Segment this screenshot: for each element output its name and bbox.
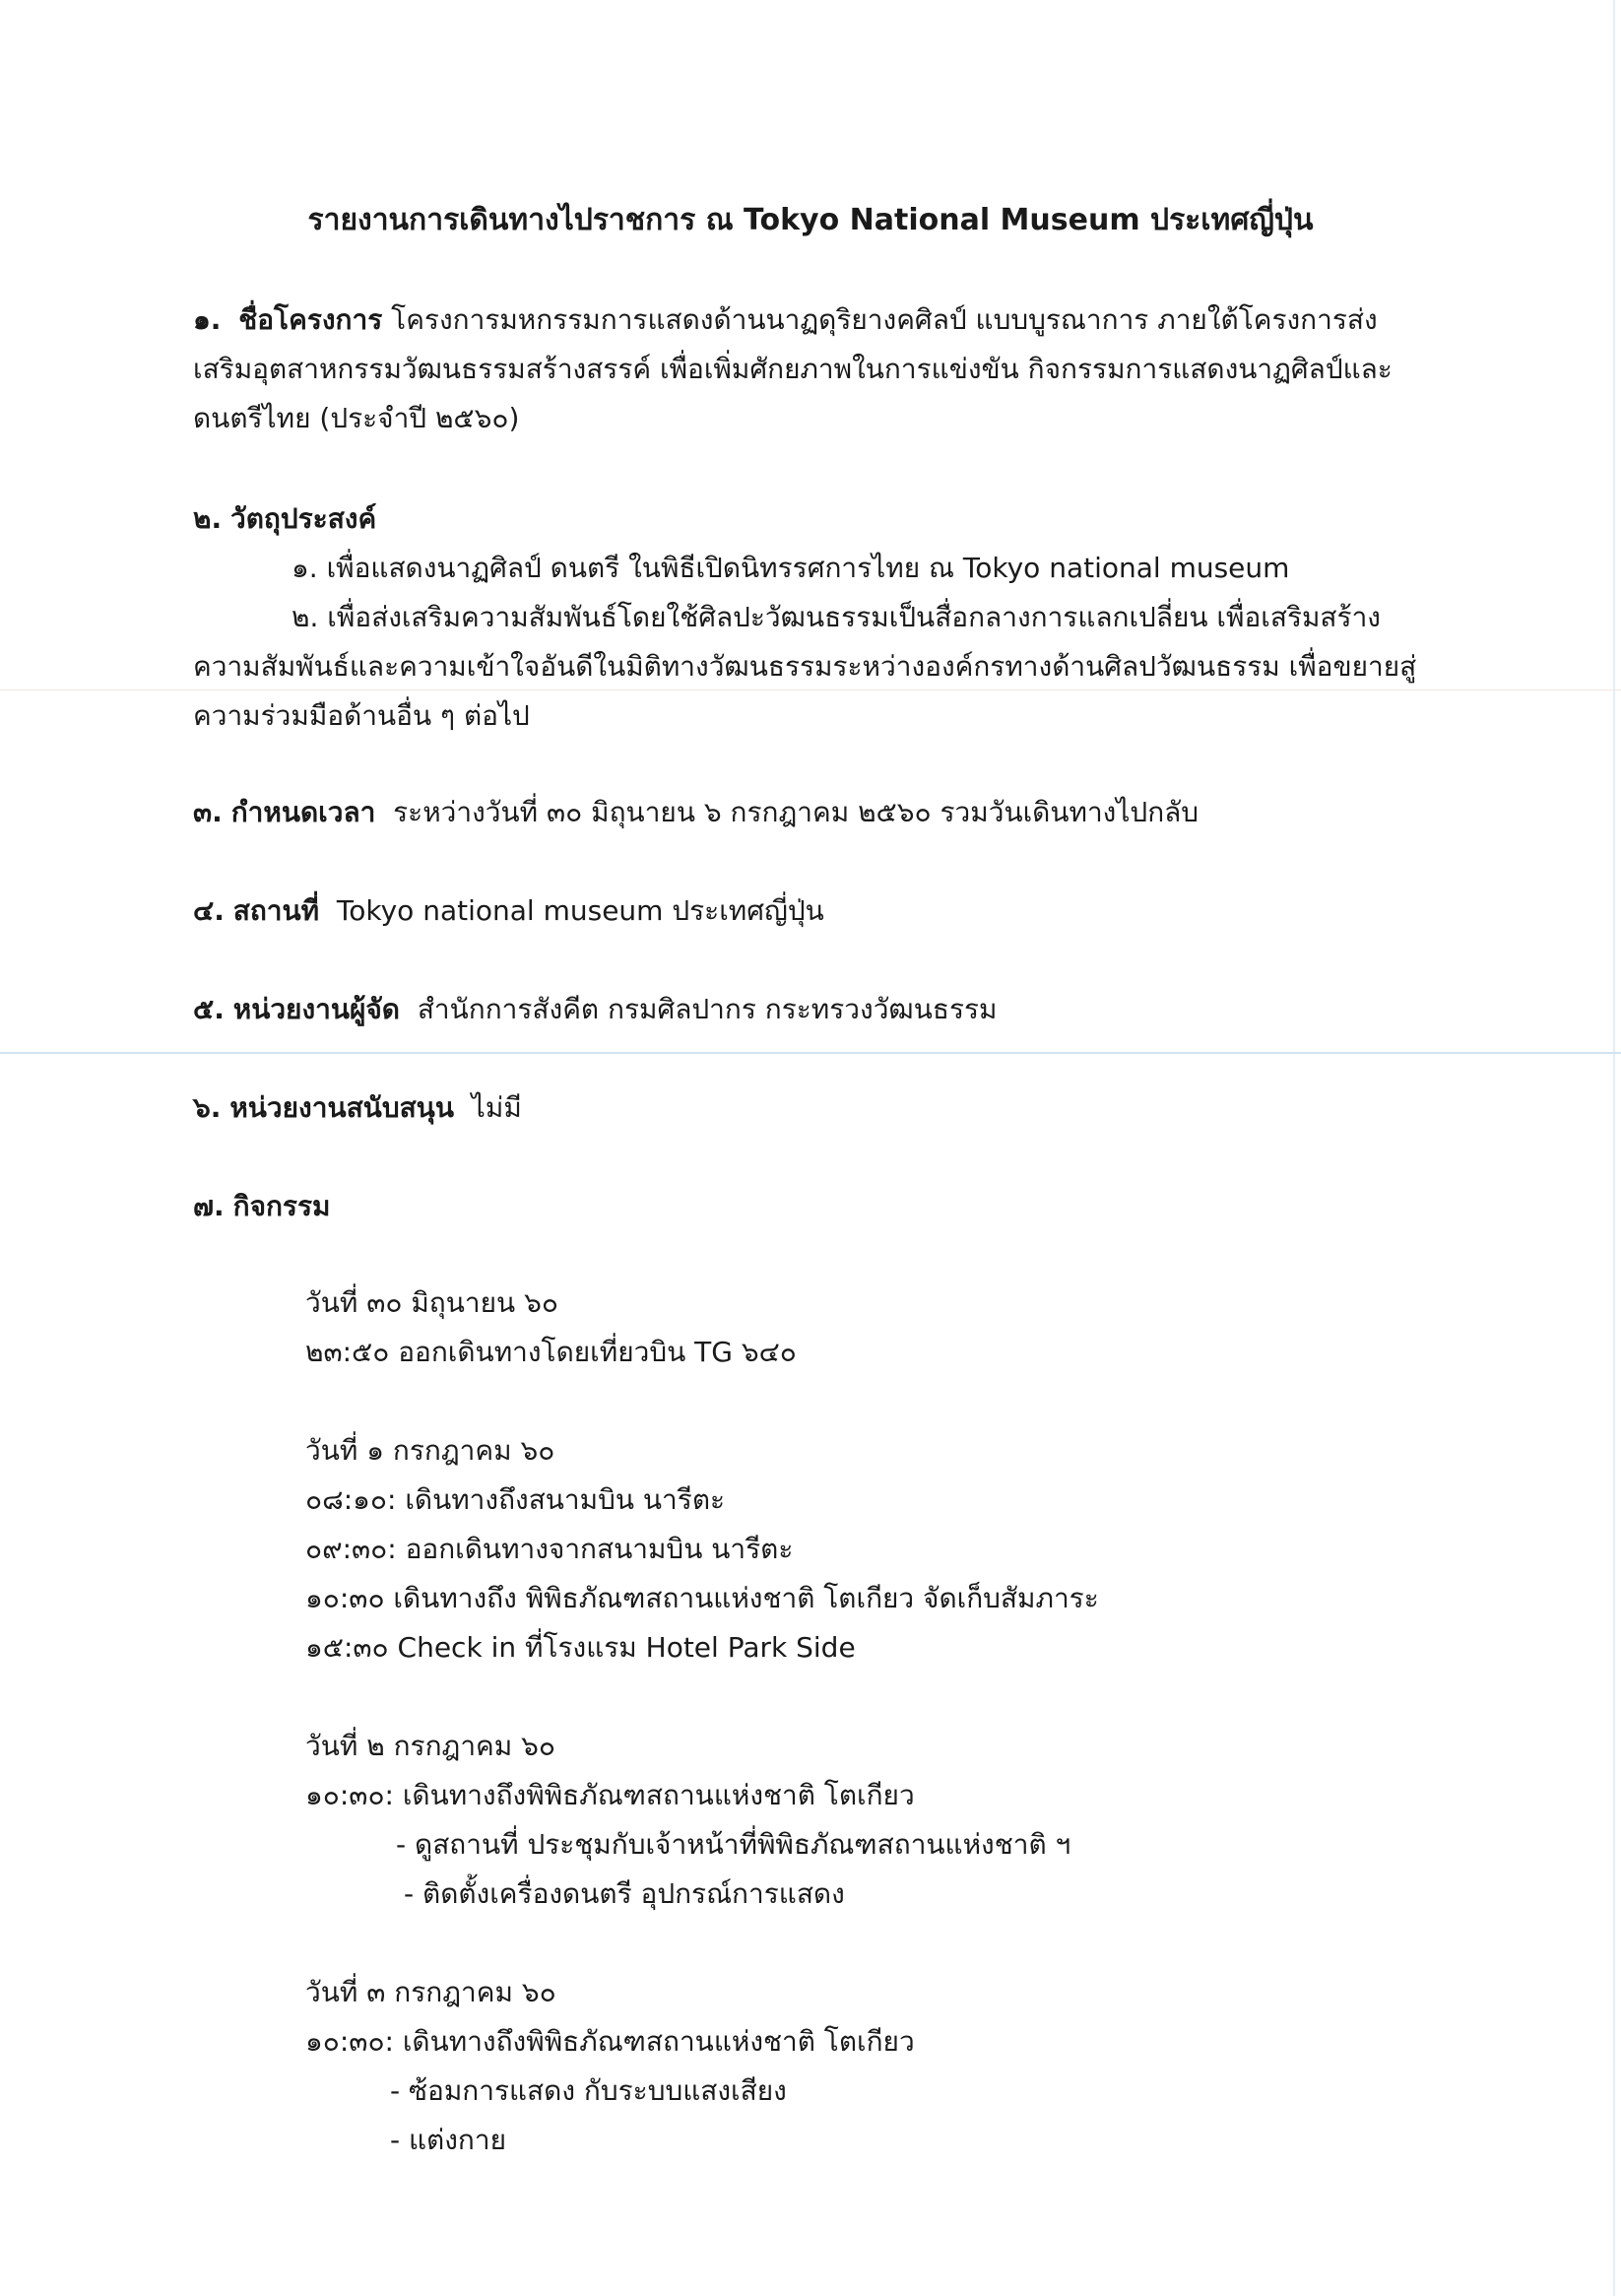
objective-item: ๒. เพื่อส่งเสริมความสัมพันธ์โดยใช้ศิลปะวัฒนธรรมเป็นสื่อกลางการแลกเปลี่ยน เพื่อเสริมสร้างความสัมพันธ์และความเข้าใจอันดีในมิติทางวัฒนธรรมระหว่างองค์กรทางด้านศิลปวัฒนธรรม เพื่อขยายสู่ความร่วมมือด้านอื่น ๆ ต่อไป xyxy=(193,601,1417,732)
section-text: ระหว่างวันที่ ๓๐ มิถุนายน ๖ กรกฎาคม ๒๕๖๐ รวมวันเดินทางไปกลับ xyxy=(393,796,1200,828)
section-number: ๕. xyxy=(193,993,225,1025)
section-heading: ชื่อโครงการ xyxy=(238,303,383,336)
section-activities xyxy=(193,1182,1434,1231)
section-schedule-period xyxy=(193,788,1434,837)
section-supporter xyxy=(193,1083,1434,1133)
schedule-date: วันที่ ๒ กรกฎาคม ๖๐ xyxy=(305,1730,555,1762)
section-heading: หน่วยงานผู้จัด xyxy=(232,993,400,1025)
section-organizer xyxy=(193,985,1434,1034)
section-heading: หน่วยงานสนับสนุน xyxy=(229,1091,454,1124)
schedule-day xyxy=(305,1968,1389,2165)
section-text: สำนักการสังคีต กรมศิลปากร กระทรวงวัฒนธรรม xyxy=(417,993,998,1025)
section-heading: กำหนดเวลา xyxy=(230,796,376,828)
section-text: Tokyo national museum ประเทศญี่ปุ่น xyxy=(336,894,824,927)
schedule-date: วันที่ ๑ กรกฎาคม ๖๐ xyxy=(305,1434,555,1467)
document-title: รายงานการเดินทางไปราชการ ณ Tokyo National Museum ประเทศญี่ปุ่น xyxy=(307,203,1314,237)
schedule-subitem: - ติดตั้งเครื่องดนตรี อุปกรณ์การแสดง xyxy=(404,1877,845,1910)
section-heading: วัตถุประสงค์ xyxy=(230,502,377,535)
schedule-entry: ๒๓:๕๐ ออกเดินทางโดยเที่ยวบิน TG ๖๔๐ xyxy=(305,1336,797,1368)
section-text: โครงการมหกรรมการแสดงด้านนาฏดุริยางคศิลป์ แบบบูรณาการ ภายใต้โครงการส่งเสริมอุตสาหกรรมวัฒนธรรมสร้างสรรค์ เพื่อเพิ่มศักยภาพในการแข่งขัน กิจกรรมการแสดงนาฏศิลป์และดนตรีไทย (ประจำปี ๒๕๖๐) xyxy=(193,303,1393,434)
section-project-name xyxy=(193,295,1434,443)
section-number: ๔. xyxy=(193,894,225,927)
section-number: ๗. xyxy=(193,1190,225,1222)
section-number: ๖. xyxy=(193,1091,222,1124)
schedule-entry: ๑๐:๓๐: เดินทางถึงพิพิธภัณฑสถานแห่งชาติ โตเกียว xyxy=(305,2025,915,2058)
schedule-entry: ๑๕:๓๐ Check in ที่โรงแรม Hotel Park Side xyxy=(305,1631,856,1664)
section-number: ๒. xyxy=(193,502,223,535)
schedule-subitem: - ดูสถานที่ ประชุมกับเจ้าหน้าที่พิพิธภัณฑสถานแห่งชาติ ฯ xyxy=(396,1828,1071,1861)
objective-item: ๑. เพื่อแสดงนาฏศิลป์ ดนตรี ในพิธีเปิดนิทรรศการไทย ณ Tokyo national museum xyxy=(292,552,1290,584)
section-heading: กิจกรรม xyxy=(232,1190,331,1222)
schedule-entry: ๐๘:๑๐: เดินทางถึงสนามบิน นารีตะ xyxy=(305,1483,726,1516)
schedule-entry: ๑๐:๓๐ เดินทางถึง พิพิธภัณฑสถานแห่งชาติ โตเกียว จัดเก็บสัมภาระ xyxy=(305,1582,1099,1614)
section-objectives xyxy=(193,494,1434,741)
scan-artifact-line xyxy=(0,1052,1621,1054)
schedule-date: วันที่ ๓๐ มิถุนายน ๖๐ xyxy=(305,1286,558,1319)
schedule-entry: ๐๙:๓๐: ออกเดินทางจากสนามบิน นารีตะ xyxy=(305,1533,794,1565)
schedule-entry: ๑๐:๓๐: เดินทางถึงพิพิธภัณฑสถานแห่งชาติ โตเกียว xyxy=(305,1779,915,1811)
section-heading: สถานที่ xyxy=(232,894,320,927)
schedule-date: วันที่ ๓ กรกฎาคม ๖๐ xyxy=(305,1976,556,2008)
schedule-day xyxy=(305,1279,1389,1377)
scan-edge xyxy=(1613,0,1615,2296)
schedule-day xyxy=(305,1722,1389,1919)
section-number: ๑. xyxy=(193,303,222,336)
section-number: ๓. xyxy=(193,796,223,828)
section-text: ไม่มี xyxy=(471,1091,522,1124)
schedule-subitem: - ซ้อมการแสดง กับระบบแสงเสียง xyxy=(390,2074,787,2107)
schedule-subitem: - แต่งกาย xyxy=(390,2124,506,2156)
schedule-day xyxy=(305,1426,1389,1673)
section-venue xyxy=(193,886,1434,936)
